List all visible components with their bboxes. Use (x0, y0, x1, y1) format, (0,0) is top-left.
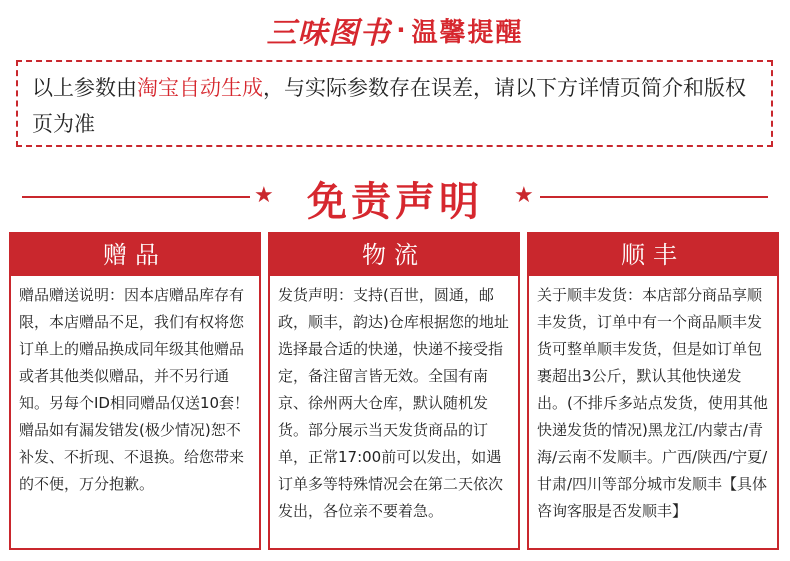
panel-sf-express-body: 关于顺丰发货：本店部分商品享顺丰发货，订单中有一个商品顺丰发货可整单顺丰发货，但是如订单包裹超出3公斤，默认其他快递发出。(不排斥多站点发货，使用其他快递发货的情况)黑龙江/内蒙古/青海/云南不发顺丰。广西/陕西/宁夏/甘肃/四川等部分城市发顺丰【具体咨询客服是否发顺丰】 (537, 286, 768, 520)
notice-text-before: 以上参数由 (32, 76, 137, 100)
panel-logistics-title: 物流 (270, 234, 518, 276)
panel-gift (9, 232, 261, 550)
disclaimer-title: 免责声明 (307, 179, 483, 225)
panel-logistics (268, 232, 520, 550)
panel-sf-express-title: 顺丰 (529, 234, 777, 276)
header (0, 8, 790, 52)
panel-logistics-body: 发货声明：支持(百世，圆通，邮政，顺丰，韵达)仓库根据您的地址选择最合适的快递，快递不接受指定，备注留言皆无效。全国有南京、徐州两大仓库，默认随机发货。部分展示当天发货商品的订单，正常17:00前可以发出，如遇订单多等特殊情况会在第二天依次发出，各位亲不要着急。 (278, 286, 509, 520)
panel-sf-express (527, 232, 779, 550)
header-title: 温馨提醒 (411, 17, 524, 48)
star-icon-right: ★ (514, 183, 534, 208)
notice-text-after: ，与实际参数存在误差，请以下方详情页简介和版权页为准 (32, 76, 746, 136)
header-separator: · (396, 16, 406, 44)
notice-box (16, 60, 773, 147)
brand-logo: 三味图书 (266, 16, 391, 51)
disclaimer-heading (0, 162, 790, 225)
star-icon-left: ★ (254, 183, 274, 208)
panel-gift-title: 赠品 (11, 234, 259, 276)
notice-highlight: 淘宝自动生成 (137, 76, 263, 100)
divider-right (540, 196, 768, 198)
panel-gift-body: 赠品赠送说明：因本店赠品库存有限，本店赠品不足，我们有权将您订单上的赠品换成同年级其他赠品或者其他类似赠品，并不另行通知。另每个ID相同赠品仅送10套！赠品如有漏发错发(极少情况)恕不补发、不折现、不退换。给您带来的不便，万分抱歉。 (19, 286, 250, 493)
